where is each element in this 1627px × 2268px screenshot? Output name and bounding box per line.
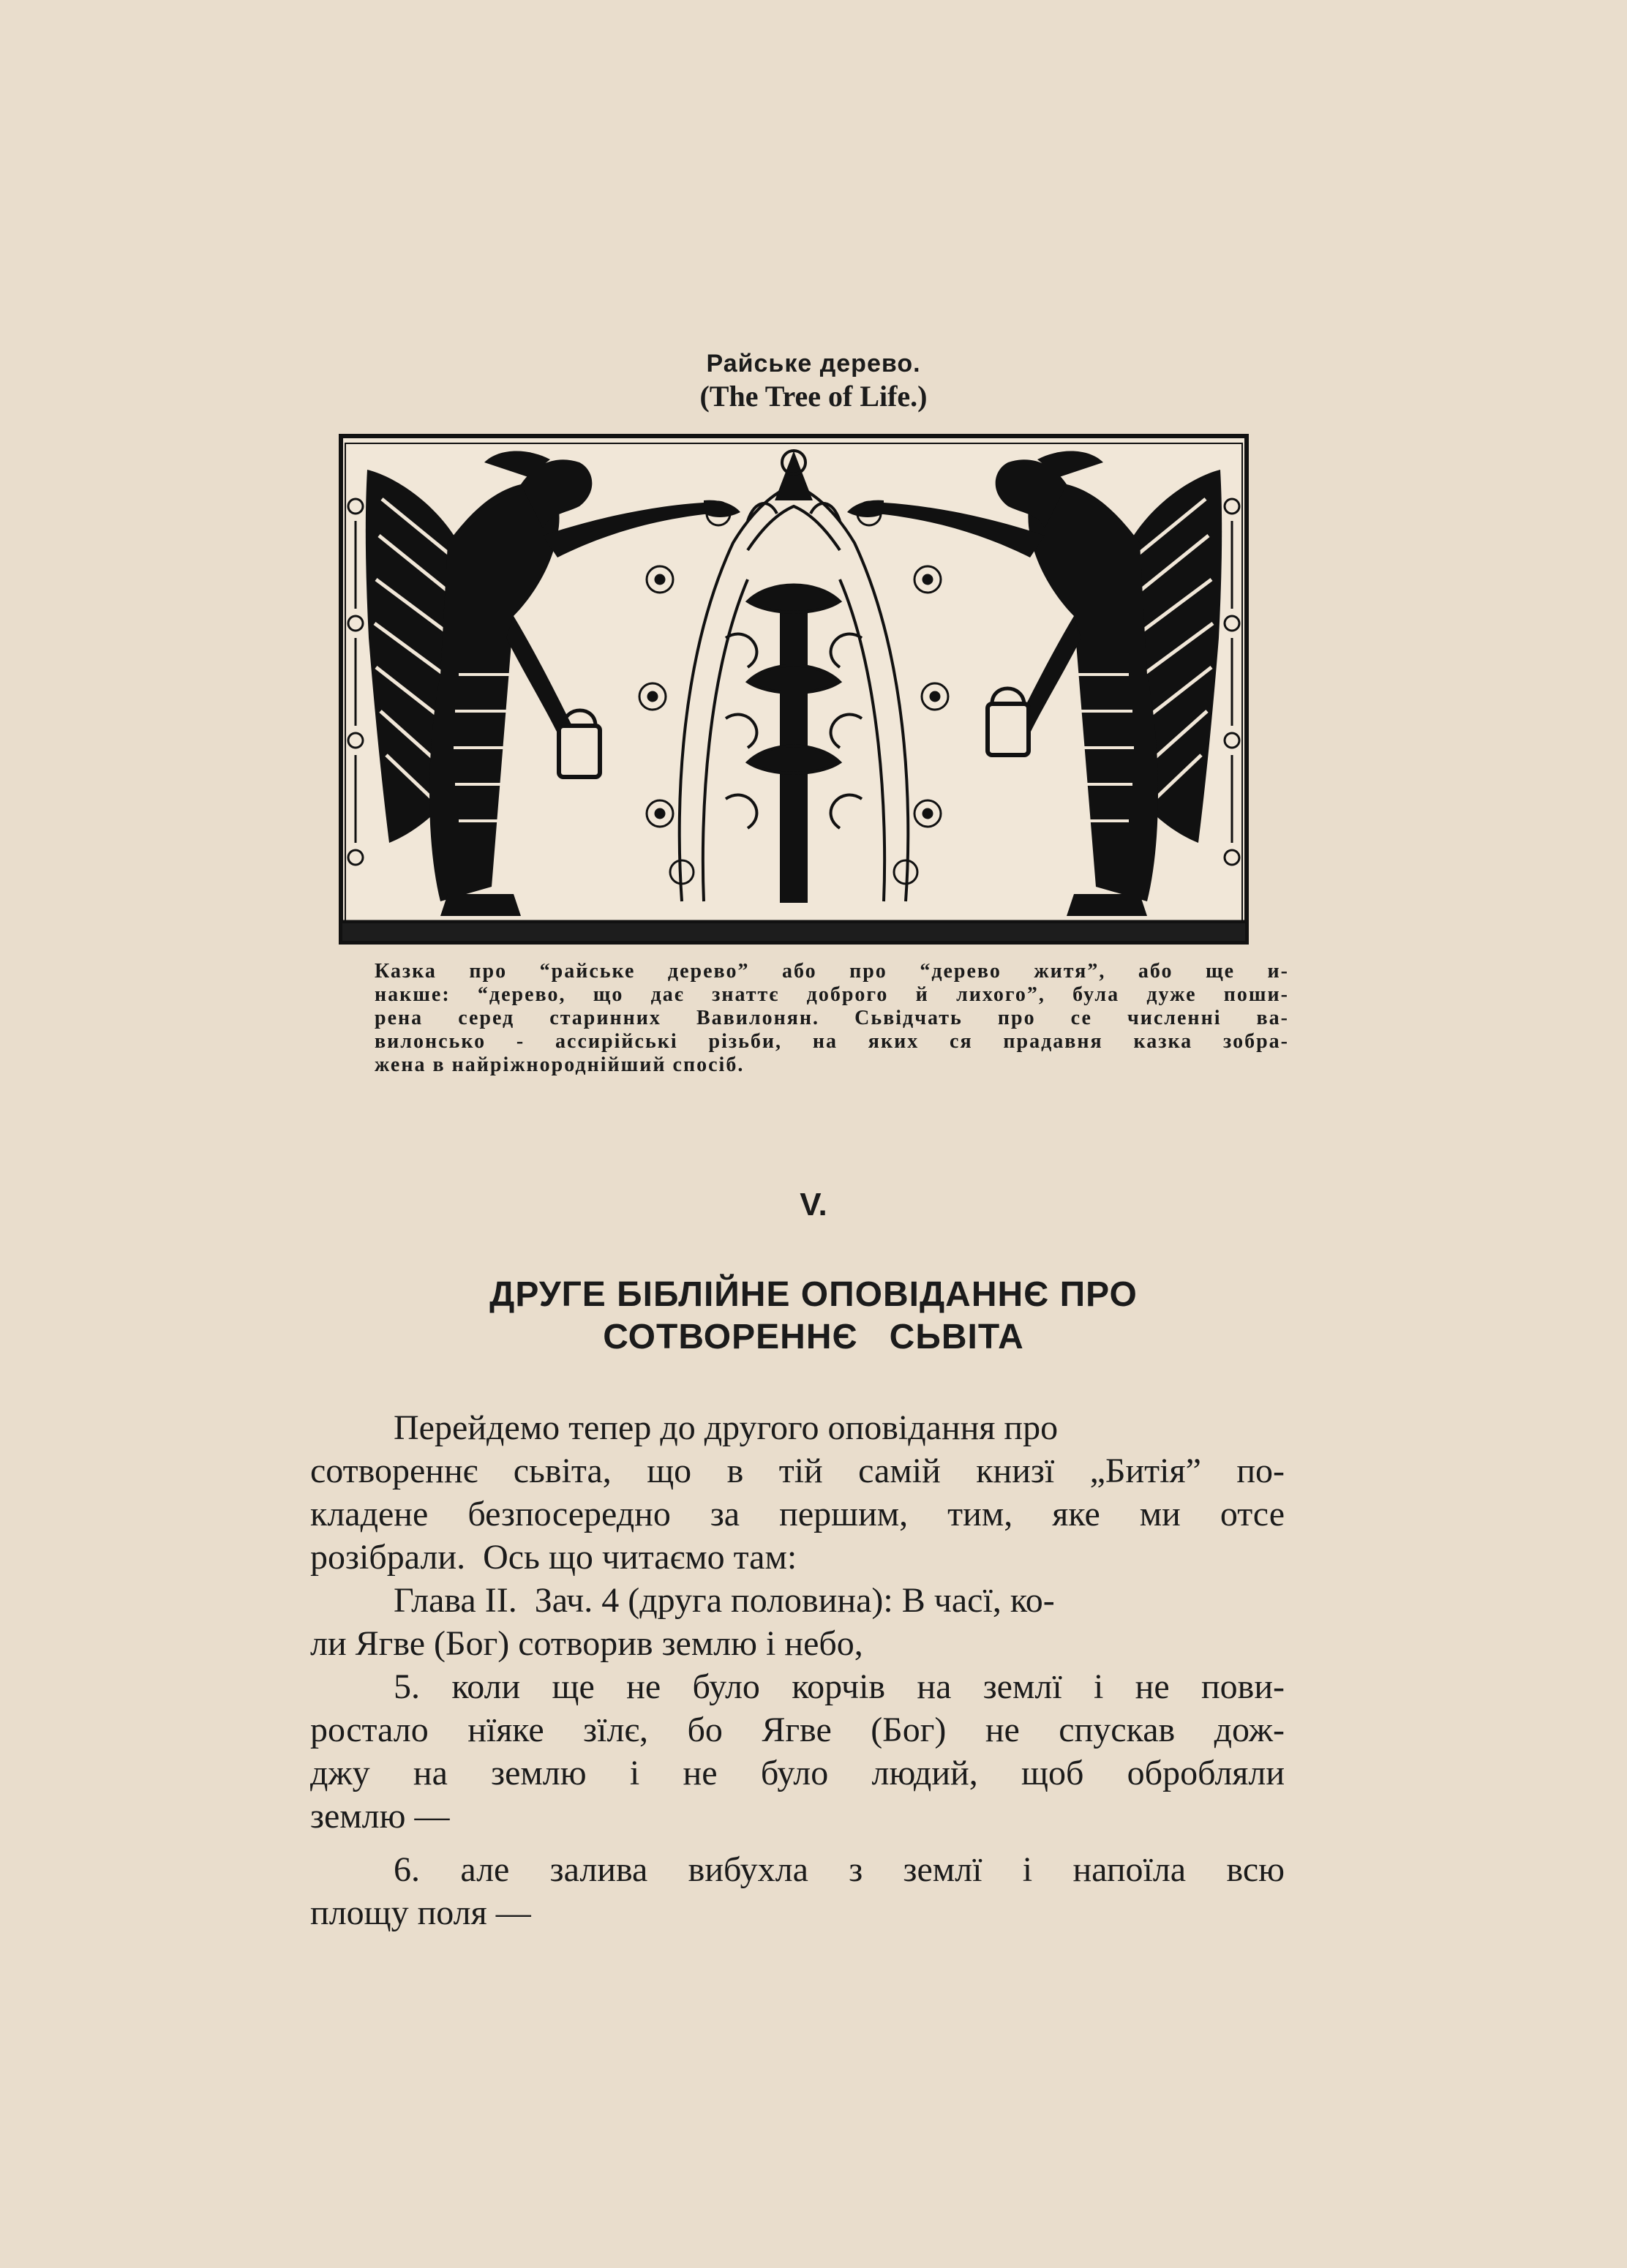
body-line: ростало нїяке зїлє, бо Ягве (Бог) не спускав дож- xyxy=(310,1711,1285,1749)
figure-title: Райське дерево. xyxy=(706,350,921,378)
body-line: площу поля — xyxy=(310,1893,531,1932)
caption-line: рена серед старинних Вавилонян. Сьвідчать про се численні ва- xyxy=(375,1007,1289,1029)
chapter-number: V. xyxy=(800,1187,827,1223)
body-line: Перейдемо тепер до другого оповідання про xyxy=(394,1408,1059,1447)
chapter-title-line-2: СОТВОРЕННЄ СЬВІТА xyxy=(603,1318,1024,1356)
body-line: кладене безпосередно за першим, тим, яке ми отсе xyxy=(310,1495,1285,1533)
body-line: розібрали. Ось що читаємо там: xyxy=(310,1538,797,1577)
body-text xyxy=(310,1406,1285,1934)
body-line: ли Ягве (Бог) сотворив землю і небо, xyxy=(310,1624,863,1663)
caption-line: вилонсько - ассирійські різьби, на яких ся прадавня казка зобра- xyxy=(375,1030,1289,1053)
caption-line: накше: “дерево, що дає знаттє доброго й лихого”, була дуже поши- xyxy=(375,983,1289,1006)
body-line: сотвореннє сьвіта, що в тій самій книзї „Битія” по- xyxy=(310,1452,1285,1490)
body-line: землю — xyxy=(310,1797,450,1836)
caption-line: жена в найріжнороднійший спосіб. xyxy=(375,1054,745,1076)
figure-caption xyxy=(375,960,1289,1077)
body-line: 6. але залива вибухла з землї і напоїла всю xyxy=(394,1850,1285,1889)
chapter-title-line-1: ДРУГЕ БІБЛІЙНЕ ОПОВІДАННЄ ПРО xyxy=(489,1275,1138,1314)
body-line: джу на землю і не було людий, щоб обробляли xyxy=(310,1754,1285,1792)
body-line: Глава II. Зач. 4 (друга половина): В часї, ко- xyxy=(394,1581,1055,1620)
body-line: 5. коли ще не було корчів на землї і не пови- xyxy=(394,1667,1285,1706)
tree-of-life-engraving xyxy=(338,433,1250,945)
caption-line: Казка про “райське дерево” або про “дерево житя”, або ще и- xyxy=(375,960,1289,983)
figure-subtitle: (The Tree of Life.) xyxy=(699,380,928,413)
